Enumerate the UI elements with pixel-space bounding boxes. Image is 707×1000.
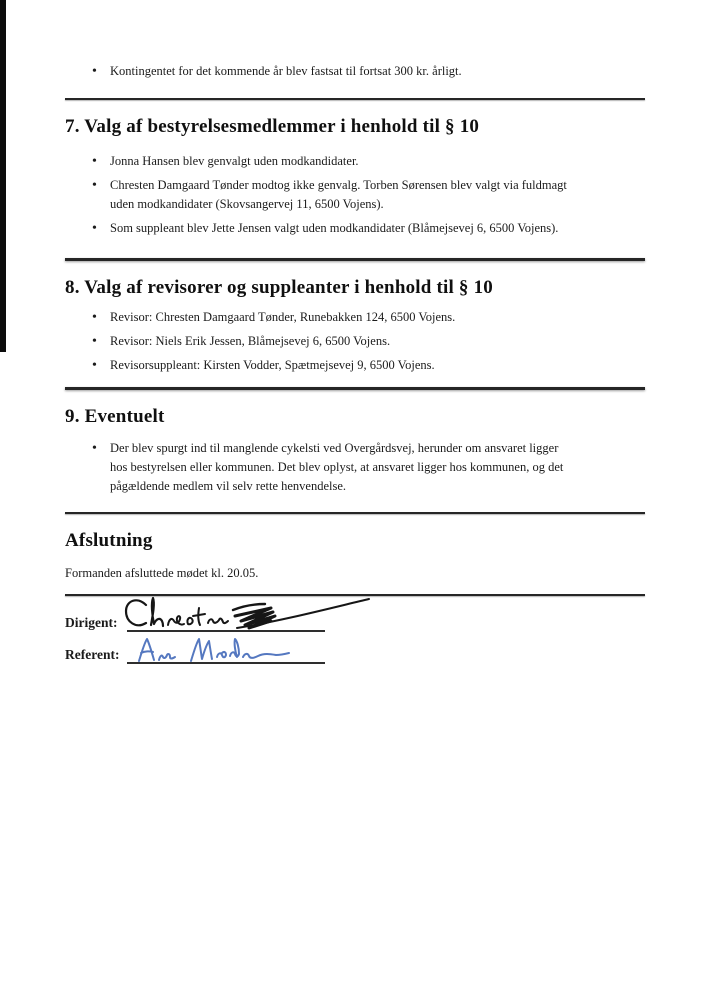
bullet-item <box>110 439 615 496</box>
section-7-heading: 7. Valg af bestyrelsesmedlemmer i henhold til § 10 <box>65 116 480 137</box>
referent-signature-row <box>65 640 645 664</box>
referent-label: Referent: <box>65 647 120 662</box>
scan-artifact-line <box>0 0 6 352</box>
bullet-text: • Revisor: Chresten Damgaard Tønder, Runebakken 124, 6500 Vojens. <box>110 310 456 324</box>
bullet-text: • Revisorsuppleant: Kirsten Vodder, Spætmejsevej 9, 6500 Vojens. <box>110 358 435 372</box>
bullet-text: uden modkandidater (Skovsangervej 11, 6500 Vojens). <box>110 197 384 211</box>
bullet-text: • Som suppleant blev Jette Jensen valgt uden modkandidater (Blåmejsevej 6, 6500 Vojens). <box>110 221 559 235</box>
bullet-text: • Jonna Hansen blev genvalgt uden modkandidater. <box>110 154 359 168</box>
referent-signature <box>129 633 329 667</box>
closing-heading: Afslutning <box>65 530 153 551</box>
pre-section-bullet-list <box>65 62 645 81</box>
section-7-bullet-list <box>65 152 645 238</box>
bullet-text: hos bestyrelsen eller kommunen. Det blev oplyst, at ansvaret ligger hos kommunen, og det <box>110 460 564 474</box>
section-divider <box>65 387 645 390</box>
bullet-text: • Kontingentet for det kommende år blev fastsat til fortsat 300 kr. årligt. <box>110 64 462 78</box>
referent-signature-line <box>127 638 325 664</box>
section-divider <box>65 258 645 261</box>
bullet-item <box>110 152 615 171</box>
bullet-item <box>110 308 615 327</box>
section-8-bullet-list <box>65 308 645 375</box>
bullet-text: • Chresten Damgaard Tønder modtog ikke genvalg. Torben Sørensen blev valgt via fuldmagt <box>110 178 567 192</box>
bullet-item <box>110 62 615 81</box>
section-9-heading: 9. Eventuelt <box>65 406 165 427</box>
section-8-heading: 8. Valg af revisorer og suppleanter i henhold til § 10 <box>65 277 493 298</box>
bullet-item <box>110 219 615 238</box>
dirigent-signature-line <box>127 606 325 632</box>
dirigent-label: Dirigent: <box>65 615 118 630</box>
closing-text: Formanden afsluttede mødet kl. 20.05. <box>65 566 259 580</box>
bullet-text: pågældende medlem vil selv rette henvendelse. <box>110 479 347 493</box>
dirigent-signature-row <box>65 608 645 632</box>
bullet-item <box>110 176 615 214</box>
bullet-item <box>110 356 615 375</box>
dirigent-signature <box>121 594 373 638</box>
document-content <box>65 0 645 664</box>
bullet-item <box>110 332 615 351</box>
bullet-text: • Der blev spurgt ind til manglende cykelsti ved Overgårdsvej, herunder om ansvaret ligger <box>110 441 559 455</box>
section-divider <box>65 512 645 514</box>
bullet-text: • Revisor: Niels Erik Jessen, Blåmejsevej 6, 6500 Vojens. <box>110 334 391 348</box>
section-divider <box>65 98 645 100</box>
section-9-bullet-list <box>65 439 645 496</box>
